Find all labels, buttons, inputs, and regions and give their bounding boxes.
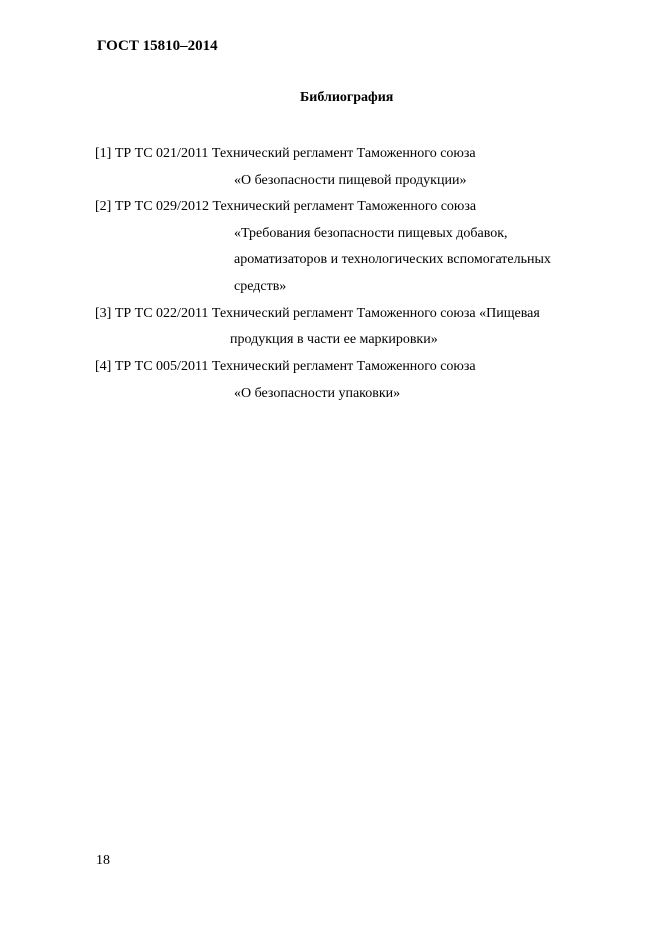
reference-2-line-3: ароматизаторов и технологических вспомогательных — [234, 252, 551, 267]
reference-1-line-1: [1] ТР ТС 021/2011 Технический регламент Таможенного союза — [95, 146, 476, 161]
reference-3-line-1: [3] ТР ТС 022/2011 Технический регламент Таможенного союза «Пищевая — [95, 306, 540, 321]
bibliography-heading: Библиография — [300, 90, 394, 105]
document-code: ГОСТ 15810–2014 — [97, 38, 218, 54]
reference-4-line-2: «О безопасности упаковки» — [234, 386, 401, 401]
page-number: 18 — [96, 853, 110, 868]
reference-2-line-2: «Требования безопасности пищевых добавок, — [234, 226, 508, 241]
reference-1-line-2: «О безопасности пищевой продукции» — [234, 173, 467, 188]
reference-4-line-1: [4] ТР ТС 005/2011 Технический регламент Таможенного союза — [95, 359, 476, 374]
reference-2-line-1: [2] ТР ТС 029/2012 Технический регламент Таможенного союза — [95, 199, 477, 214]
reference-3-line-2: продукция в части ее маркировки» — [230, 332, 438, 347]
reference-2-line-4: средств» — [234, 279, 287, 294]
